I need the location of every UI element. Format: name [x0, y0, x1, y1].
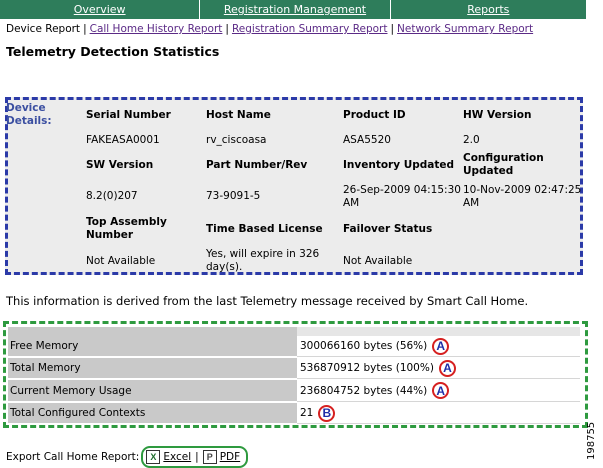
stat-value: 536870912 bytes (100%) — [300, 362, 434, 374]
stat-label: Free Memory — [8, 336, 297, 357]
callout-badge: A — [432, 338, 449, 355]
top-assembly-number-header — [86, 216, 167, 242]
stat-label: Total Configured Contexts — [8, 403, 297, 424]
callout-badge: A — [439, 360, 456, 377]
host-name-value: rv_ciscoasa — [206, 134, 267, 146]
stat-value: 300066160 bytes (56%) — [300, 340, 428, 352]
serial-number-header: Serial Number — [86, 109, 171, 121]
subnav-separator: | — [83, 23, 87, 35]
table-row — [8, 358, 580, 379]
subnav-link-registration-summary[interactable]: Registration Summary Report — [231, 23, 388, 35]
configuration-updated-header-line2: Updated — [463, 165, 514, 177]
failover-status-header: Failover Status — [343, 223, 433, 235]
product-id-header: Product ID — [343, 109, 406, 121]
table-row — [8, 380, 580, 402]
stat-value-cell — [297, 358, 580, 379]
tab-overview[interactable] — [0, 0, 200, 19]
configuration-updated-header-line1: Configuration — [463, 152, 544, 164]
device-label-line1: Device — [6, 102, 46, 114]
time-based-license-header: Time Based License — [206, 223, 323, 235]
stats-header-label-cell — [8, 327, 297, 336]
report-subnav — [6, 23, 533, 35]
table-row — [8, 336, 580, 357]
top-assembly-number-value: Not Available — [86, 255, 156, 267]
part-number-value: 73-9091-5 — [206, 190, 261, 202]
stat-label: Current Memory Usage — [8, 380, 297, 402]
configuration-updated-value-line1: 10-Nov-2009 02:47:25 — [463, 184, 582, 196]
telemetry-info-text: This information is derived from the last Telemetry message received by Smart Call Home. — [6, 294, 529, 308]
callout-badge: A — [432, 382, 449, 399]
stats-header-value-cell — [297, 327, 580, 336]
configuration-updated-value — [463, 184, 581, 210]
export-pdf-link[interactable]: PDF — [219, 451, 241, 463]
time-based-license-value — [206, 248, 319, 274]
configuration-updated-value-line2: AM — [463, 197, 480, 209]
figure-number: 198755 — [586, 421, 597, 460]
stat-value-cell — [297, 403, 580, 424]
stat-value-cell — [297, 380, 580, 402]
time-based-license-value-line2: day(s). — [206, 261, 243, 273]
inventory-updated-value — [343, 184, 461, 210]
tab-registration-management[interactable] — [200, 0, 390, 19]
stat-value: 236804752 bytes (44%) — [300, 384, 428, 397]
subnav-current-device-report: Device Report — [6, 23, 81, 35]
export-options — [141, 446, 248, 468]
export-bar — [6, 446, 248, 468]
export-label: Export Call Home Report: — [6, 451, 140, 463]
stats-table-header — [8, 327, 580, 336]
part-number-header: Part Number/Rev — [206, 159, 308, 171]
export-excel-link[interactable]: Excel — [163, 451, 192, 463]
top-assembly-header-line1: Top Assembly — [86, 216, 167, 228]
export-separator: | — [195, 451, 199, 463]
pdf-icon[interactable]: P — [203, 450, 217, 464]
subnav-separator: | — [225, 23, 229, 35]
stat-value-cell — [297, 336, 580, 357]
callout-badge: B — [318, 405, 335, 422]
tab-reports[interactable] — [391, 0, 586, 19]
top-assembly-header-line2: Number — [86, 229, 134, 241]
sw-version-header: SW Version — [86, 159, 154, 171]
failover-status-value: Not Available — [343, 255, 413, 267]
subnav-link-call-home-history[interactable]: Call Home History Report — [89, 23, 223, 35]
inventory-updated-value-line1: 26-Sep-2009 04:15:30 — [343, 184, 461, 196]
hw-version-value: 2.0 — [463, 134, 480, 146]
configuration-updated-header — [463, 152, 544, 178]
stat-label: Total Memory — [8, 358, 297, 379]
tab-label: Reports — [467, 3, 510, 16]
inventory-updated-value-line2: AM — [343, 197, 360, 209]
host-name-header: Host Name — [206, 109, 271, 121]
device-label-line2: Details: — [6, 115, 52, 127]
tab-label: Overview — [73, 3, 126, 16]
inventory-updated-header: Inventory Updated — [343, 159, 455, 171]
product-id-value: ASA5520 — [343, 134, 391, 146]
stat-value: 21 — [300, 407, 314, 419]
hw-version-header: HW Version — [463, 109, 532, 121]
sw-version-value: 8.2(0)207 — [86, 190, 138, 202]
page-title: Telemetry Detection Statistics — [6, 44, 220, 59]
tab-label: Registration Management — [223, 3, 367, 16]
top-navigation — [0, 0, 586, 19]
subnav-link-network-summary[interactable]: Network Summary Report — [397, 23, 534, 35]
excel-icon[interactable]: X — [146, 450, 160, 464]
serial-number-value: FAKEASA0001 — [86, 134, 160, 146]
device-details-label — [6, 102, 52, 128]
table-row — [8, 403, 580, 424]
time-based-license-value-line1: Yes, will expire in 326 — [206, 248, 320, 260]
subnav-separator: | — [390, 23, 395, 35]
